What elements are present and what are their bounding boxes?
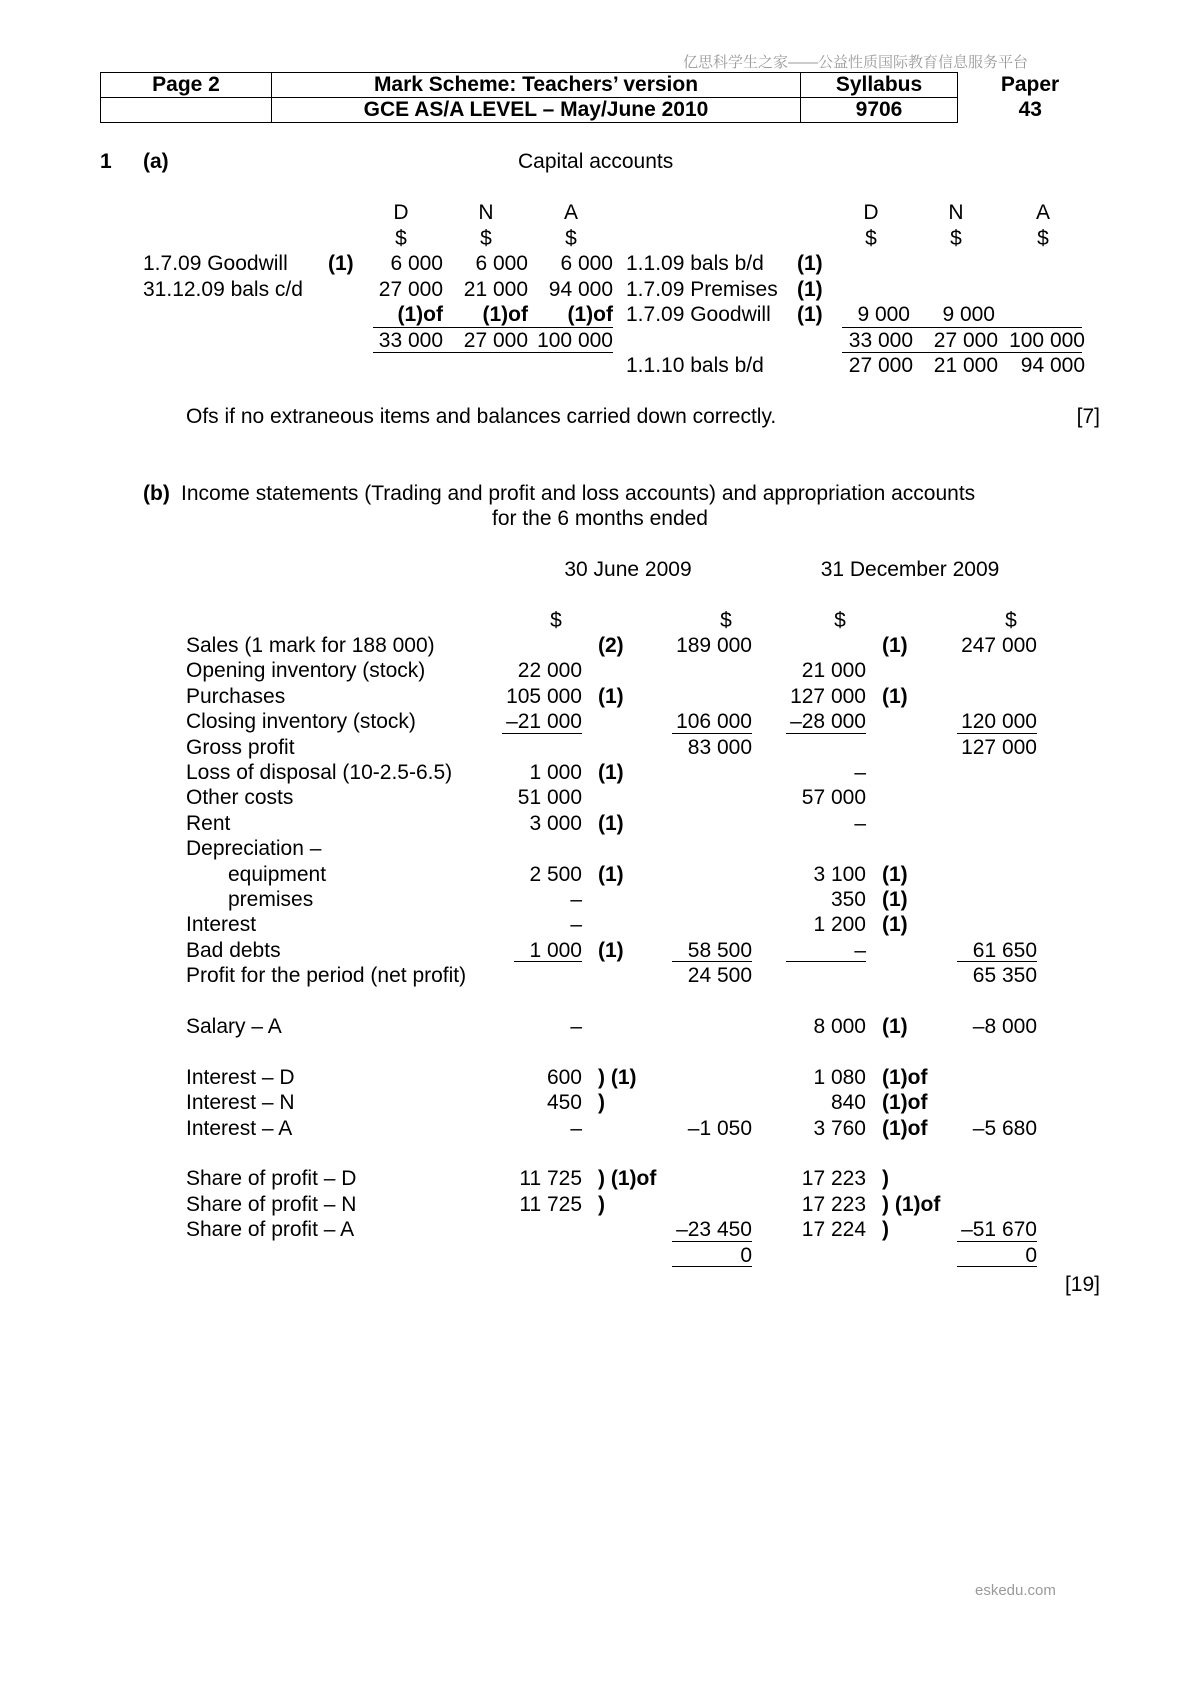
left-row-mark: (1) <box>328 252 354 275</box>
row-mark-2: (1)of <box>882 1065 928 1089</box>
row-value-c4: 61 650 <box>972 938 1037 962</box>
right-bd-value: 27 000 <box>848 354 913 377</box>
row-value-c2: –1 050 <box>687 1116 752 1140</box>
row-label: Purchases <box>186 684 286 708</box>
row-label: Interest <box>186 913 257 937</box>
row-mark-2: ) <box>882 1218 889 1242</box>
paper-value: 43 <box>1018 98 1042 121</box>
row-mark-1: ) <box>598 1091 605 1115</box>
row-mark-2: (1) <box>882 634 908 657</box>
left-of-mark: (1)of <box>567 303 613 326</box>
left-head-n: N <box>478 201 494 224</box>
row-value-c3: 57 000 <box>801 786 866 810</box>
left-currency-a: $ <box>565 226 577 250</box>
row-mark-1: (2) <box>598 634 624 657</box>
row-label: Gross profit <box>186 735 295 759</box>
left-row-value: 27 000 <box>378 277 443 301</box>
right-bd-value: 21 000 <box>933 354 998 377</box>
right-row-desc: 1.1.09 bals b/d <box>626 252 764 275</box>
row-label: Share of profit – D <box>186 1167 357 1191</box>
row-value-c1: 1 000 <box>529 938 582 962</box>
period-1-heading: 30 June 2009 <box>564 558 692 581</box>
row-value-c2: –23 450 <box>676 1218 752 1242</box>
right-head-d: D <box>863 201 879 224</box>
left-of-mark: (1)of <box>397 303 443 326</box>
period-2-heading: 31 December 2009 <box>820 558 1000 581</box>
row-mark-2: (1)of <box>882 1091 928 1115</box>
currency-head-c2: $ <box>720 609 732 632</box>
row-value-c3: 17 223 <box>801 1167 866 1191</box>
part-b-label: (b) <box>143 482 170 505</box>
row-label: Share of profit – N <box>186 1192 357 1216</box>
row-label: Salary – A <box>186 1015 282 1038</box>
row-value-c3: 350 <box>830 888 866 911</box>
row-value-c1: 450 <box>546 1091 582 1115</box>
right-row-mark: (1) <box>797 277 823 301</box>
row-label: Profit for the period (net profit) <box>186 964 467 988</box>
row-mark-1: (1) <box>598 811 624 835</box>
row-value-c1: 1 000 <box>529 761 582 784</box>
row-underline <box>672 733 752 734</box>
row-mark-2: (1) <box>882 1015 908 1038</box>
row-underline <box>957 1266 1037 1267</box>
row-value-c4: 0 <box>1025 1243 1037 1267</box>
row-label: Closing inventory (stock) <box>186 710 416 734</box>
row-value-c1: – <box>570 888 582 911</box>
row-value-c3: – <box>854 811 866 835</box>
left-row-value: 21 000 <box>463 277 528 301</box>
part-a-title: Capital accounts <box>518 150 674 173</box>
left-row-desc: 31.12.09 bals c/d <box>143 277 303 301</box>
row-value-c4: 247 000 <box>961 634 1037 657</box>
row-value-c1: – <box>570 1015 582 1038</box>
row-value-c3: 3 100 <box>813 862 866 886</box>
currency-head-c1: $ <box>550 609 562 632</box>
row-value-c4: –51 670 <box>961 1218 1037 1242</box>
row-underline <box>957 1241 1037 1242</box>
row-label: Bad debts <box>186 938 281 962</box>
row-value-c2: 0 <box>740 1243 752 1267</box>
row-value-c3: –28 000 <box>790 710 866 734</box>
row-label: equipment <box>228 862 327 886</box>
row-label: Opening inventory (stock) <box>186 659 426 683</box>
row-value-c3: 21 000 <box>801 659 866 683</box>
row-value-c3: – <box>854 761 866 784</box>
page-title: Mark Scheme: Teachers’ version <box>272 73 801 98</box>
row-label: Share of profit – A <box>186 1218 355 1242</box>
part-b-marks: [19] <box>1064 1273 1100 1296</box>
row-value-c3: 17 223 <box>801 1192 866 1216</box>
row-underline <box>672 1241 752 1242</box>
currency-head-c4: $ <box>1005 609 1017 632</box>
row-mark-1: (1) <box>598 938 624 962</box>
row-underline <box>502 733 582 734</box>
syllabus-label: Syllabus <box>801 73 958 98</box>
row-mark-1: ) (1)of <box>598 1167 657 1191</box>
right-row-desc: 1.7.09 Premises <box>626 277 778 301</box>
row-mark-2: ) (1)of <box>882 1192 941 1216</box>
header-table <box>100 72 1103 123</box>
watermark-top: 亿思科学生之家——公益性质国际教育信息服务平台 <box>683 54 1029 71</box>
row-value-c3: 1 200 <box>813 913 866 937</box>
right-bd-desc: 1.1.10 bals b/d <box>626 354 764 377</box>
row-mark-1: (1) <box>598 761 624 784</box>
row-value-c1: 2 500 <box>529 862 582 886</box>
row-underline <box>957 961 1037 962</box>
row-value-c1: –21 000 <box>506 710 582 734</box>
part-a-label: (a) <box>143 150 169 173</box>
row-mark-2: (1) <box>882 888 908 911</box>
left-of-mark: (1)of <box>482 303 528 326</box>
row-value-c3: 840 <box>830 1091 866 1115</box>
row-value-c3: 8 000 <box>813 1015 866 1038</box>
row-underline <box>957 733 1037 734</box>
row-underline <box>514 961 582 962</box>
row-underline <box>672 1266 752 1267</box>
right-currency-a: $ <box>1037 226 1049 250</box>
row-value-c4: 65 350 <box>972 964 1037 988</box>
right-head-a: A <box>1035 201 1050 224</box>
left-row-desc: 1.7.09 Goodwill <box>143 252 288 275</box>
row-label: Loss of disposal (10-2.5-6.5) <box>186 761 453 784</box>
row-value-c3: 1 080 <box>813 1065 866 1089</box>
page-subtitle: GCE AS/A LEVEL – May/June 2010 <box>272 98 801 123</box>
row-label: Rent <box>186 811 231 835</box>
row-label: Interest – D <box>186 1065 295 1089</box>
right-currency-d: $ <box>865 226 877 250</box>
left-head-d: D <box>393 201 409 224</box>
watermark-bottom: eskedu.com <box>975 1582 1056 1599</box>
row-value-c3: 127 000 <box>790 684 866 708</box>
part-a-note: Ofs if no extraneous items and balances carried down correctly. <box>186 405 777 428</box>
left-total: 33 000 <box>378 328 443 352</box>
right-total: 27 000 <box>933 328 998 352</box>
row-value-c3: 17 224 <box>801 1218 866 1242</box>
row-label: premises <box>228 888 314 911</box>
left-currency-d: $ <box>395 226 407 250</box>
row-value-c2: 83 000 <box>687 735 752 759</box>
left-underline-2 <box>373 352 613 353</box>
right-bd-value: 94 000 <box>1020 354 1085 377</box>
part-b-subtitle: for the 6 months ended <box>492 507 708 530</box>
row-label: Sales (1 mark for 188 000) <box>186 634 435 657</box>
row-mark-2: (1) <box>882 913 908 937</box>
right-row-mark: (1) <box>797 252 823 275</box>
part-b-title: Income statements (Trading and profit and loss accounts) and appropriation accounts <box>181 482 976 505</box>
row-label: Interest – N <box>186 1091 295 1115</box>
row-label: Depreciation – <box>186 837 322 861</box>
row-value-c1: 600 <box>546 1065 582 1089</box>
row-value-c1: – <box>570 1116 582 1140</box>
header-empty-cell <box>101 98 272 123</box>
left-total: 27 000 <box>463 328 528 352</box>
row-value-c4: 120 000 <box>961 710 1037 734</box>
row-mark-2: ) <box>882 1167 889 1191</box>
row-value-c3: – <box>854 938 866 962</box>
right-head-n: N <box>948 201 964 224</box>
right-row-value: 9 000 <box>942 303 995 326</box>
row-value-c2: 24 500 <box>687 964 752 988</box>
row-mark-1: (1) <box>598 862 624 886</box>
left-row-value: 94 000 <box>548 277 613 301</box>
row-underline <box>786 961 866 962</box>
row-mark-1: ) (1) <box>598 1065 637 1089</box>
left-head-a: A <box>563 201 578 224</box>
left-total: 100 000 <box>537 328 613 352</box>
currency-head-c3: $ <box>834 609 846 632</box>
right-total: 100 000 <box>1009 328 1085 352</box>
row-mark-2: (1) <box>882 684 908 708</box>
paper-label: Paper <box>1000 73 1060 96</box>
row-value-c2: 106 000 <box>676 710 752 734</box>
row-value-c1: 22 000 <box>517 659 582 683</box>
part-a-marks: [7] <box>1076 405 1100 428</box>
row-value-c1: 11 725 <box>519 1167 582 1191</box>
right-currency-n: $ <box>950 226 962 250</box>
syllabus-value: 9706 <box>801 98 958 123</box>
row-mark-1: (1) <box>598 684 624 708</box>
row-value-c4: –5 680 <box>972 1116 1037 1140</box>
row-value-c1: – <box>570 913 582 937</box>
row-label: Other costs <box>186 786 294 810</box>
row-value-c4: –8 000 <box>972 1015 1037 1038</box>
left-row-value: 6 000 <box>475 252 528 275</box>
right-row-desc: 1.7.09 Goodwill <box>626 303 771 326</box>
row-value-c1: 3 000 <box>529 811 582 835</box>
right-row-value: 9 000 <box>857 303 910 326</box>
right-total: 33 000 <box>848 328 913 352</box>
row-value-c3: 3 760 <box>813 1116 866 1140</box>
row-value-c4: 127 000 <box>961 735 1037 759</box>
left-row-value: 6 000 <box>560 252 613 275</box>
row-value-c2: 58 500 <box>687 938 752 962</box>
row-value-c2: 189 000 <box>676 634 752 657</box>
row-label: Interest – A <box>186 1116 293 1140</box>
row-underline <box>672 961 752 962</box>
row-value-c1: 105 000 <box>506 684 582 708</box>
row-mark-1: ) <box>598 1192 605 1216</box>
left-row-value: 6 000 <box>390 252 443 275</box>
row-mark-2: (1) <box>882 862 908 886</box>
row-mark-2: (1)of <box>882 1116 928 1140</box>
row-value-c1: 11 725 <box>519 1192 582 1216</box>
left-currency-n: $ <box>480 226 492 250</box>
row-value-c1: 51 000 <box>517 786 582 810</box>
row-underline <box>786 733 866 734</box>
question-number: 1 <box>100 150 112 173</box>
page-number: Page 2 <box>101 73 272 98</box>
right-row-mark: (1) <box>797 303 823 326</box>
